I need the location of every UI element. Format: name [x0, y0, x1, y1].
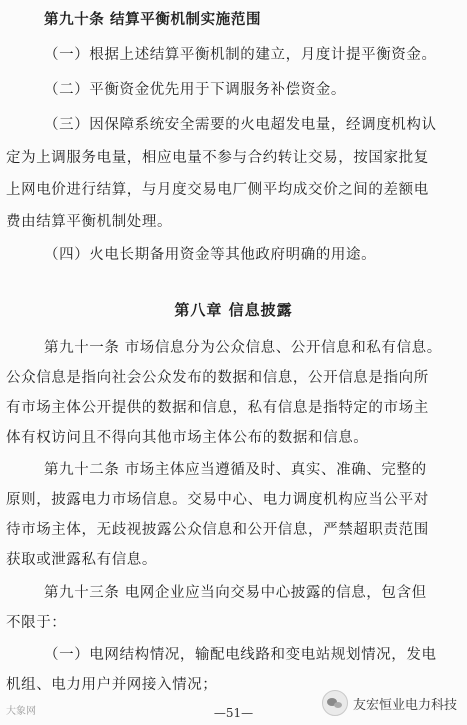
text-line: 第九十二条 市场主体应当遵循及时、真实、准确、完整的	[44, 462, 427, 478]
text-line: 定为上调服务电量，相应电量不参与合约转让交易，按国家批复	[6, 150, 429, 166]
watermark-account-name: 友宏恒业电力科技	[352, 697, 457, 713]
text-line: （四）火电长期备用资金等其他政府明确的用途。	[44, 247, 377, 263]
page-number: —51—	[213, 706, 254, 720]
text-line: 体有权访问且不得向其他市场主体公布的数据和信息。	[6, 430, 369, 446]
text-line: 待市场主体，无歧视披露公众信息和公开信息，严禁超职责范围	[6, 522, 429, 538]
text-line: 不限于：	[6, 615, 67, 631]
text-line: 有市场主体公开提供的数据和信息，私有信息是指特定的市场主	[6, 400, 429, 416]
text-line: 第九十条 结算平衡机制实施范围	[44, 11, 262, 28]
text-line: （二）平衡资金优先用于下调服务补偿资金。	[44, 82, 346, 98]
text-line: 原则，披露电力市场信息。交易中心、电力调度机构应当公平对	[6, 492, 429, 508]
text-line: 公众信息是指向社会公众发布的数据和信息，公开信息是指向所	[6, 370, 429, 386]
text-line: （一）根据上述结算平衡机制的建立，月度计提平衡资金。	[44, 47, 437, 63]
text-line: 第九十三条 电网企业应当向交易中心披露的信息，包含但	[44, 585, 427, 601]
text-line: （三）因保障系统安全需要的火电超发电量，经调度机构认	[44, 117, 437, 133]
watermark-left: 大象网	[6, 706, 36, 717]
text-line: 上网电价进行结算，与月度交易电厂侧平均成交价之间的差额电	[6, 182, 429, 198]
text-line: 获取或泄露私有信息。	[6, 552, 157, 568]
text-line: 机组、电力用户并网接入情况；	[6, 677, 218, 693]
text-line: 第九十一条 市场信息分为公众信息、公开信息和私有信息。	[44, 340, 442, 356]
text-line: （一）电网结构情况，输配电线路和变电站规划情况，发电	[44, 647, 437, 663]
chapter-heading: 第八章 信息披露	[174, 301, 293, 319]
text-line: 费由结算平衡机制处理。	[6, 214, 173, 230]
